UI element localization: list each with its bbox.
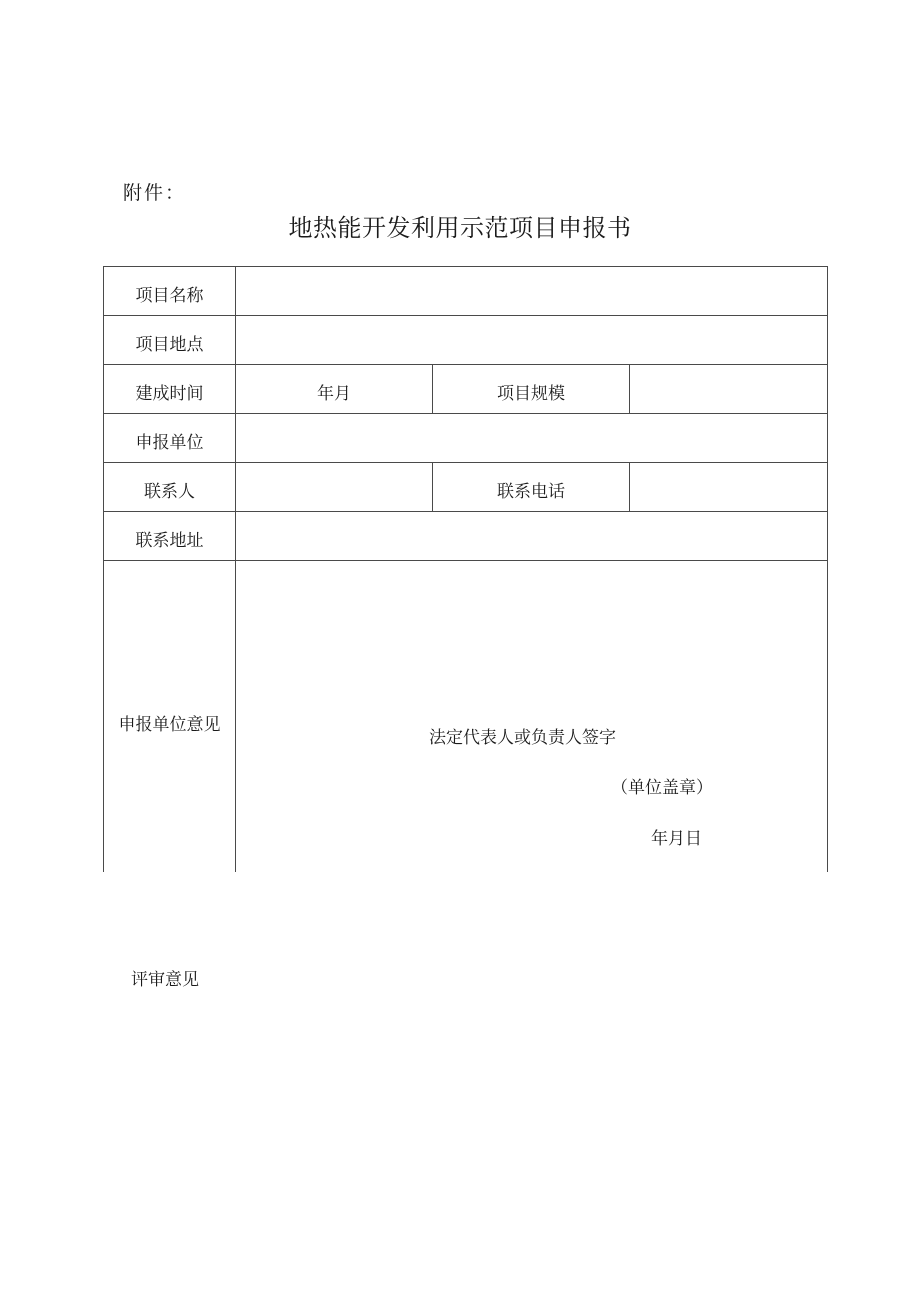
completion-time-value: 年月 — [317, 384, 351, 404]
application-form-table — [103, 266, 828, 872]
table-row-divider — [103, 364, 828, 365]
table-border-top — [103, 266, 828, 267]
date-line: 年月日 — [651, 829, 702, 849]
contact-phone-label: 联系电话 — [497, 482, 565, 502]
table-row-divider — [103, 315, 828, 316]
project-scale-label: 项目规模 — [497, 384, 565, 404]
project-name-label: 项目名称 — [135, 286, 204, 306]
page-title: 地热能开发利用示范项目申报书 — [288, 214, 632, 242]
attachment-label: 附件： — [123, 182, 187, 204]
applicant-unit-label: 申报单位 — [135, 433, 204, 453]
completion-time-label: 建成时间 — [135, 384, 204, 404]
contact-address-label: 联系地址 — [135, 531, 204, 551]
table-row-divider — [103, 560, 828, 561]
table-row-divider — [103, 462, 828, 463]
table-border-right — [827, 266, 828, 872]
table-row-divider — [103, 413, 828, 414]
table-inner-divider — [629, 462, 630, 511]
unit-seal-note: （单位盖章） — [611, 778, 713, 798]
table-border-left — [103, 266, 104, 872]
table-row-divider — [103, 511, 828, 512]
applicant-opinion-label: 申报单位意见 — [118, 715, 221, 735]
contact-person-label: 联系人 — [144, 482, 195, 502]
review-opinion-label: 评审意见 — [131, 970, 199, 990]
table-column-divider — [235, 266, 236, 872]
project-location-label: 项目地点 — [135, 335, 204, 355]
signature-line: 法定代表人或负责人签字 — [429, 728, 616, 748]
table-inner-divider — [629, 364, 630, 413]
